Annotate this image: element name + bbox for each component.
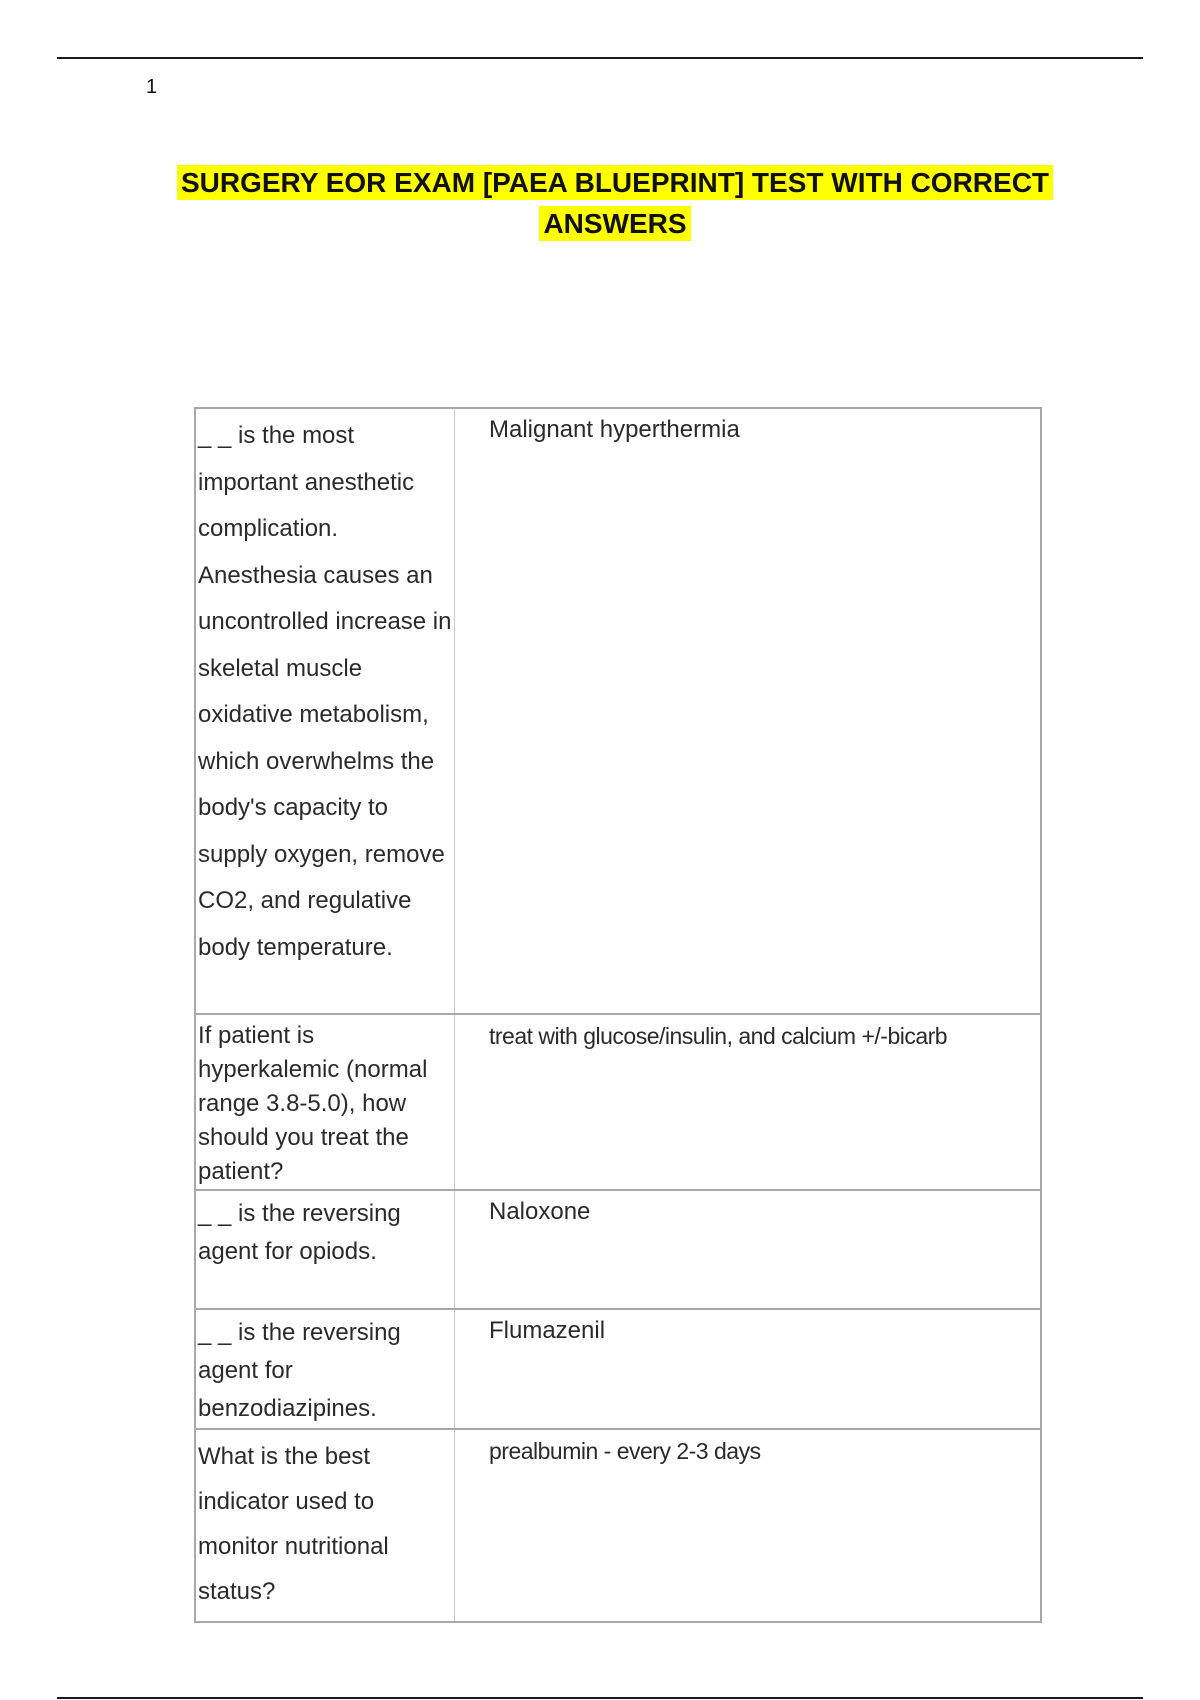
- table-row: [195, 1014, 1041, 1190]
- question-cell: [195, 408, 455, 1014]
- footer-rule: [57, 1697, 1143, 1699]
- question-cell: [195, 1309, 455, 1429]
- answer-cell: [455, 408, 1042, 1014]
- answer-text: Naloxone: [489, 1198, 591, 1225]
- header-rule: [57, 57, 1143, 59]
- question-text: _ _ is the most important anesthetic complication. Anesthesia causes an uncontrolled increase in skeletal muscle oxidative metabolism, which overwhelms the body's capacity to supply oxygen, remove CO2, and regulative body temperature.: [198, 422, 452, 961]
- table-row: [195, 1429, 1041, 1622]
- answer-text: treat with glucose/insulin, and calcium +/-bicarb: [489, 1023, 948, 1049]
- answer-cell: [455, 1190, 1042, 1309]
- answer-cell: [455, 1309, 1042, 1429]
- question-cell: [195, 1014, 455, 1190]
- table-row: [195, 1309, 1041, 1429]
- question-text: If patient is hyperkalemic (normal range 3.8-5.0), how should you treat the patient?: [198, 1022, 428, 1185]
- answer-text: Flumazenil: [489, 1317, 606, 1344]
- document-title: [140, 162, 1090, 244]
- table-row: [195, 1190, 1041, 1309]
- question-cell: [195, 1429, 455, 1622]
- table-row: [195, 408, 1041, 1014]
- qa-table: [194, 407, 1042, 1623]
- answer-cell: [455, 1429, 1042, 1622]
- question-text: _ _ is the reversing agent for opiods.: [198, 1200, 401, 1265]
- question-text: What is the best indicator used to monitor nutritional status?: [198, 1443, 389, 1605]
- answer-cell: [455, 1014, 1042, 1190]
- question-cell: [195, 1190, 455, 1309]
- title-line-2: ANSWERS: [539, 206, 690, 241]
- page-number: 1: [146, 76, 158, 98]
- title-line-1: SURGERY EOR EXAM [PAEA BLUEPRINT] TEST WITH CORRECT: [177, 165, 1053, 200]
- answer-text: Malignant hyperthermia: [489, 416, 740, 443]
- answer-text: prealbumin - every 2-3 days: [489, 1438, 761, 1464]
- question-text: _ _ is the reversing agent for benzodiazipines.: [198, 1319, 401, 1422]
